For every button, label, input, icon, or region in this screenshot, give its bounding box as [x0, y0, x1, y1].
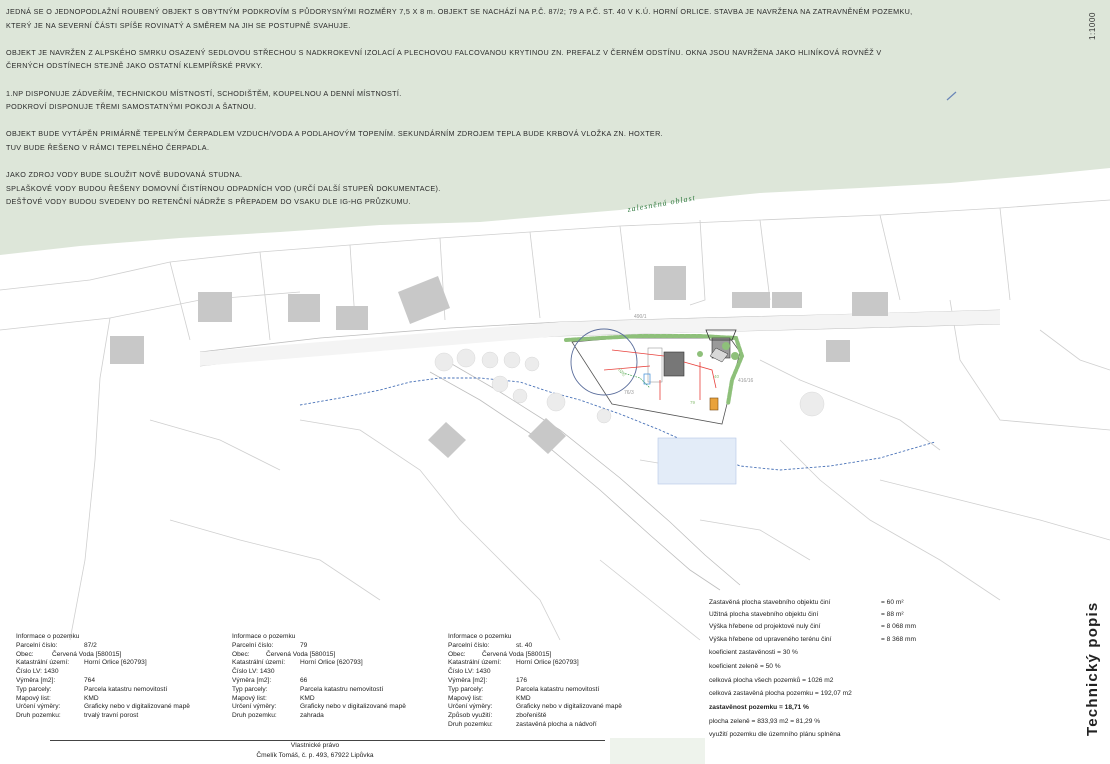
parcel-info-row: Určení výměry: Graficky nebo v digitalizované mapě — [448, 703, 622, 711]
parcel-info-row: Mapový list: KMD — [232, 694, 315, 702]
stat-row: plocha zeleně = 833,93 m2 = 81,29 % — [709, 717, 821, 725]
parcel-info-heading: Informace o pozemku — [448, 633, 512, 640]
parcel-info-row: Mapový list: KMD — [16, 694, 99, 702]
parcel-info-st-40 — [448, 633, 622, 730]
stat-row: Výška hřebene od projektové nuly činí = 8 068 mm — [709, 623, 917, 631]
parcel-info-row: Určení výměry: Graficky nebo v digitalizované mapě — [16, 703, 190, 711]
parcel-info-row: Druh pozemku: zastavěná plocha a nádvoří — [448, 720, 597, 728]
technical-description — [6, 5, 966, 223]
stat-row: Zastavěná plocha stavebního objektu činí = 60 m² — [709, 599, 904, 606]
parcel-info-row: Obec: Červená Voda [580015] — [16, 650, 122, 658]
parcel-info-row: Druh pozemku: zahrada — [232, 712, 324, 720]
parcel-info-row: Číslo LV: 1430 — [16, 668, 59, 676]
stat-row: koeficient zeleně = 50 % — [709, 662, 781, 670]
parcel-a-label: 87/2 — [617, 367, 627, 378]
stat-row-highlight: zastavěnost pozemku = 18,71 % — [709, 704, 809, 711]
parcel-info-heading: Informace o pozemku — [16, 633, 80, 640]
parcel-info-row: Parcelní číslo: 87/2 — [16, 641, 97, 649]
parcel-info-row: Číslo LV: 1430 — [448, 668, 491, 676]
owner-name: Čmelík Tomáš, č. p. 493, 67922 Lipůvka — [256, 751, 374, 759]
stat-row: využití pozemku dle územního plánu splněna — [709, 731, 841, 739]
description-line: 1.NP DISPONUJE ZÁDVEŘÍM, TECHNICKOU MÍSTNOSTÍ, SCHODIŠTĚM, KOUPELNOU A DENNÍ MÍSTNOSTÍ. — [6, 88, 402, 98]
stat-row: Užitná plocha stavebního objektu činí = 88 m² — [709, 611, 904, 619]
parcel-info-row: Katastrální území: Horní Orlice [620793] — [16, 659, 147, 667]
area-statistics — [709, 596, 917, 742]
parcel-info-row: Obec: Červená Voda [580015] — [232, 650, 336, 658]
parcel-site-label: 76/3 — [624, 390, 634, 396]
description-paragraph-4 — [6, 127, 966, 154]
parcel-c-label: 40 — [714, 374, 720, 379]
description-line: SPLAŠKOVÉ VODY BUDOU ŘEŠENY DOMOVNÍ ČISTÍRNOU ODPADNÍCH VOD (URČÍ DALŠÍ STUPEŇ DOKUMENTACE). — [6, 183, 441, 193]
description-line: JAKO ZDROJ VODY BUDE SLOUŽIT NOVĚ BUDOVANÁ STUDNA. — [6, 170, 243, 180]
parcel-info-row: Výměra [m2]: 66 — [232, 676, 308, 684]
stat-row: celková plocha všech pozemků = 1026 m2 — [709, 676, 834, 684]
parcel-info-row: Výměra [m2]: 764 — [16, 676, 96, 684]
description-line: DEŠŤOVÉ VODY BUDOU SVEDENY DO RETENČNÍ NÁDRŽE S PŘEPADEM DO VSAKU DLE IG-HG PRŮZKUMU. — [6, 197, 411, 207]
parcel-info-row: Číslo LV: 1430 — [232, 668, 275, 676]
parcel-info-row: Katastrální území: Horní Orlice [620793] — [448, 659, 579, 667]
description-paragraph-1 — [6, 5, 966, 32]
stat-row: koeficient zastavěnosti = 30 % — [709, 649, 798, 657]
parcel-info-row: Typ parcely: Parcela katastru nemovitostí — [232, 685, 384, 693]
parcel-info-row: Typ parcely: Parcela katastru nemovitostí — [448, 685, 600, 693]
parcel-info-row: Parcelní číslo: 79 — [232, 641, 308, 649]
lawn-patch — [610, 738, 705, 764]
description-line: PODKROVÍ DISPONUJE TŘEMI SAMOSTATNÝMI POKOJI A ŠATNOU. — [6, 102, 257, 112]
parcel-boundaries — [0, 200, 1110, 640]
stat-row: Výška hřebene od upraveného terénu činí = 8 368 mm — [709, 635, 917, 643]
description-line: OBJEKT JE NAVRŽEN Z ALPSKÉHO SMRKU OSAZENÝ SEDLOVOU STŘECHOU S NADKROKEVNÍ IZOLACÍ A PLECHOVOU FALCOVANOU KRYTINOU ZN. PREFALZ V ČERNÉM ODSTÍNU. OKNA JSOU NAVRŽENA JAKO HLINÍKOVÁ ROVNĚŽ V — [6, 47, 882, 57]
parcel-info-heading: Informace o pozemku — [232, 633, 296, 640]
description-line: JEDNÁ SE O JEDNOPODLAŽNÍ ROUBENÝ OBJEKT S OBYTNÝM PODKROVÍM S PŮDORYSNÝMI ROZMĚRY 7,5 X 8 m. OBJEKT SE NACHÁZÍ NA P.Č. 87/2; 79 A P.Č. ST. 40 V K.Ú. HORNÍ ORLICE. STAVBA JE NAVRŽENA NA ZATRAVNĚNÉM POZEMKU, — [6, 7, 913, 16]
stat-row: celková zastavěná plocha pozemku = 192,07 m2 — [709, 690, 852, 698]
description-line: KTERÝ JE NA SEVERNÍ ČÁSTI SPÍŠE ROVINATÝ A SMĚREM NA JIH SE POSTUPNĚ SVAHUJE. — [6, 20, 351, 30]
parcel-info-row: Katastrální území: Horní Orlice [620793] — [232, 659, 363, 667]
parcel-info-row: Parcelní číslo: st. 40 — [448, 641, 533, 649]
owner-info — [230, 741, 400, 760]
parcel-info-row: Typ parcely: Parcela katastru nemovitostí — [16, 685, 168, 693]
description-paragraph-2 — [6, 46, 966, 73]
owner-heading: Vlastnické právo — [290, 742, 340, 749]
parcel-b-label: 79 — [690, 400, 696, 405]
sheet-title: Technický popis — [1084, 601, 1101, 736]
parcel-info-79 — [232, 633, 406, 721]
parcel-info-row: Druh pozemku: trvalý travní porost — [16, 712, 139, 720]
parcel-info-row: Obec: Červená Voda [580015] — [448, 650, 552, 658]
parcel-east-label: 416/16 — [738, 378, 754, 384]
description-paragraph-3 — [6, 87, 966, 114]
description-line: ČERNÝCH ODSTÍNECH STEJNĚ JAKO OSTATNÍ KLEMPÍŘSKÉ PRVKY. — [6, 61, 263, 71]
green-zone-label: zalesněná oblast — [626, 193, 697, 214]
description-line: TUV BUDE ŘEŠENO V RÁMCI TEPELNÉHO ČERPADLA. — [6, 142, 210, 152]
parcel-info-row: Způsob využití: zbořeniště — [448, 712, 547, 720]
note-area — [658, 438, 736, 484]
scale-label: 1:1000 — [1088, 11, 1097, 40]
parcel-info-87-2 — [16, 633, 190, 721]
description-paragraph-5 — [6, 168, 966, 209]
parcel-info-row: Určení výměry: Graficky nebo v digitalizované mapě — [232, 703, 406, 711]
parcel-info-row: Mapový list: KMD — [448, 694, 531, 702]
description-line: OBJEKT BUDE VYTÁPĚN PRIMÁRNĚ TEPELNÝM ČERPADLEM VZDUCH/VODA A PODLAHOVÝM TOPENÍM. SEKUNDÁRNÍM ZDROJEM TEPLA BUDE KRBOVÁ VLOŽKA ZN. HOXTER. — [6, 129, 663, 139]
road-parcel-label: 490/1 — [634, 314, 647, 320]
parcel-info-row: Výměra [m2]: 176 — [448, 676, 528, 684]
